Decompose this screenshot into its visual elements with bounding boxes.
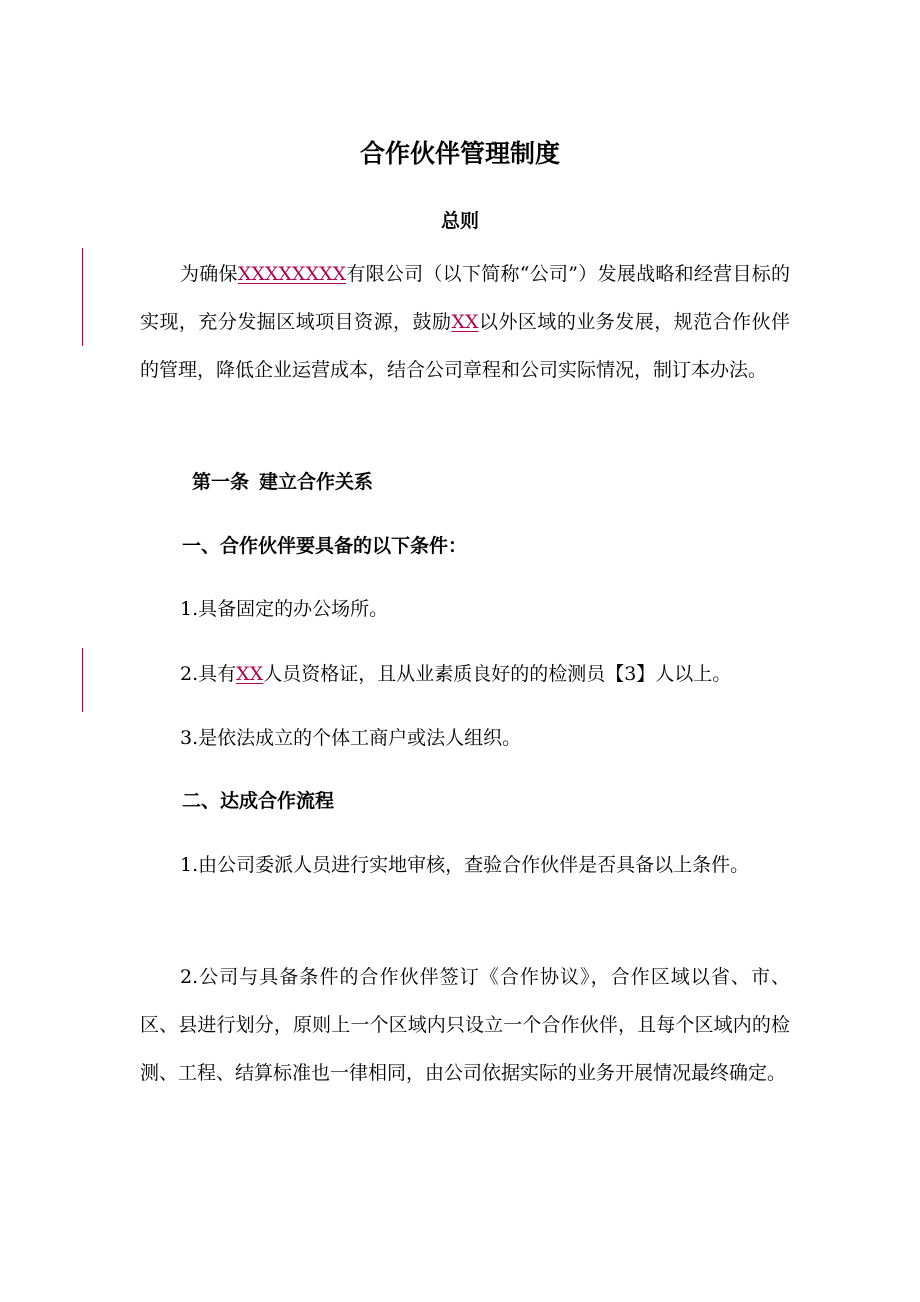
- article-number: 第一条: [192, 471, 250, 493]
- certificate-placeholder: XX: [236, 663, 264, 685]
- region-placeholder: XX: [451, 311, 479, 333]
- intro-text: 以外区域的业务发展，规范合作伙伴的管理，降低企业运营成本，结合公司章程和公司实际情况，制订本办法。: [140, 311, 790, 381]
- condition-text: 2.具有: [180, 663, 237, 685]
- article-heading: [192, 463, 373, 501]
- process-item: 1.由公司委派人员进行实地审核，查验合作伙伴是否具备以上条件。: [180, 854, 750, 876]
- condition-item: 3.是依法成立的个体工商户或法人组织。: [180, 727, 522, 749]
- condition-item: 1.具备固定的办公场所。: [180, 598, 389, 620]
- intro-text: 有限公司（以下简称“公司”）发展战略和经营目标的实现，充分发掘区域项目资源，鼓励: [140, 263, 790, 333]
- section-heading-general: 总则: [440, 210, 479, 232]
- article-title: 建立合作关系: [259, 471, 374, 493]
- company-placeholder: XXXXXXXX: [237, 263, 347, 285]
- section-heading-process: 二、达成合作流程: [182, 790, 335, 812]
- document-title: 合作伙伴管理制度: [359, 139, 560, 168]
- section-heading-conditions: 一、合作伙伴要具备的以下条件：: [182, 535, 468, 557]
- process-item: 2.公司与具备条件的合作伙伴签订《合作协议》，合作区域以省、市、区、县进行划分，原则上一个区域内只设立一个合作伙伴，且每个区域内的检测、工程、结算标准也一律相同，由公司依据实际的业务开展情况最终确定。: [140, 966, 790, 1084]
- intro-text: 为确保: [180, 263, 238, 285]
- condition-text: 人员资格证，且从业素质良好的的检测员【3】人以上。: [263, 663, 732, 685]
- intro-paragraph: [140, 250, 790, 394]
- condition-item: [180, 655, 731, 693]
- revision-bar: [82, 248, 83, 346]
- revision-bar: [82, 648, 83, 712]
